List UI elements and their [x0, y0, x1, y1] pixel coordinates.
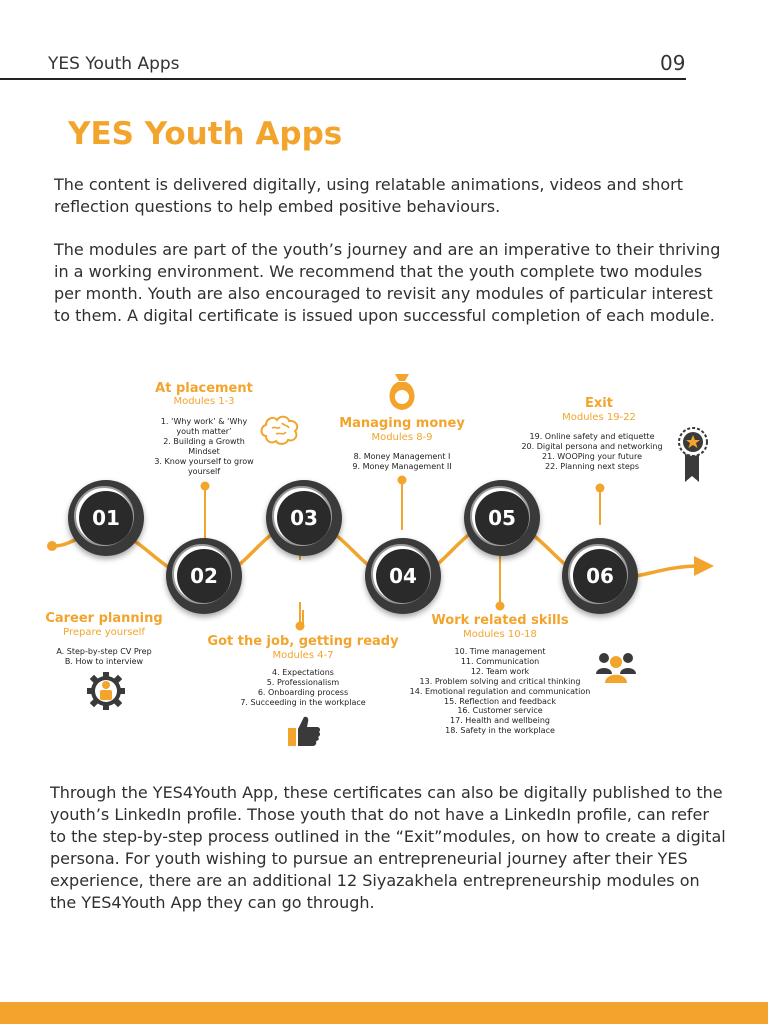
list-item: 12. Team work	[470, 666, 530, 676]
step-module-list	[410, 647, 591, 736]
list-item: 13. Problem solving and critical thinking	[419, 676, 581, 686]
list-item: 21. WOOPing your future	[541, 451, 642, 461]
list-item: 3. Know yourself to grow	[154, 456, 254, 466]
list-item: 8. Money Management I	[353, 452, 451, 461]
step-title-exit: Exit	[585, 396, 613, 411]
list-item: 15. Reflection and feedback	[444, 696, 556, 706]
step-circle-05	[464, 480, 540, 556]
list-item: 5. Professionalism	[266, 677, 340, 687]
list-item: yourself	[187, 466, 221, 476]
step-module-list	[352, 452, 451, 472]
step-number: 05	[488, 506, 516, 530]
step-title-career-planning: Career planning	[45, 611, 163, 626]
brain-icon	[258, 414, 302, 448]
list-item: 16. Customer service	[457, 706, 543, 716]
list-item: 2. Building a Growth	[163, 436, 245, 446]
step-number: 02	[190, 564, 218, 588]
list-item: B. How to interview	[64, 656, 144, 666]
list-item: 7. Succeeding in the workplace	[240, 697, 366, 707]
footer-accent-bar	[0, 1002, 768, 1024]
list-item: 14. Emotional regulation and communication	[409, 686, 591, 696]
team-icon	[594, 648, 638, 684]
step-subtitle: Modules 8-9	[371, 432, 433, 443]
step-number: 06	[586, 564, 614, 588]
step-subtitle: Modules 4-7	[272, 650, 334, 661]
step-module-list	[240, 668, 365, 708]
step-circle-04	[365, 538, 441, 614]
page-title: YES Youth Apps	[68, 116, 343, 152]
modules-paragraph: The modules are part of the youth’s journey and are an imperative to their thriving in a working environment. We recommend that the youth complete two modules per month. Youth are also encouraged to revisit any modules of particular interest to them. A digital certificate is issued upon successful completion of each module.	[54, 240, 721, 325]
closing-paragraph: Through the YES4Youth App, these certificates can also be digitally published to the youth’s LinkedIn profile. Those youth that do not have a LinkedIn profile, can refer to the step-by-step process outlined in the “Exit”modules, on how to create a digital persona. For youth wishing to pursue an entrepreneurial journey after their YES experience, there are an additional 12 Siyazakhela entrepreneurship modules on the YES4Youth App they can go through.	[50, 783, 726, 912]
step-subtitle: Modules 19-22	[562, 412, 636, 423]
step-module-list	[521, 432, 662, 472]
money-bag-icon	[383, 370, 421, 412]
list-item: youth matter’	[176, 426, 232, 436]
step-circle-02	[166, 538, 242, 614]
header-divider	[0, 78, 686, 80]
connector-dot	[596, 484, 605, 493]
award-ribbon-icon	[675, 426, 711, 484]
list-item: 1. ‘Why work’ & ‘Why	[160, 417, 248, 426]
page-number: 09	[660, 51, 686, 75]
step-number: 03	[290, 506, 318, 530]
list-item: 17. Health and wellbeing	[450, 716, 550, 726]
step-module-list	[56, 647, 151, 667]
connector-dot	[398, 476, 407, 485]
step-title-managing-money: Managing money	[339, 416, 465, 431]
step-subtitle: Prepare yourself	[63, 627, 145, 638]
step-circle-03	[266, 480, 342, 556]
step-module-list	[154, 417, 253, 476]
step-number: 01	[92, 506, 120, 530]
step-number: 04	[389, 564, 417, 588]
list-item: 6. Onboarding process	[257, 687, 349, 697]
step-subtitle: Modules 10-18	[463, 629, 537, 640]
step-title-work-related-skills: Work related skills	[431, 613, 569, 628]
step-title-at-placement: At placement	[155, 381, 253, 396]
gear-person-icon	[86, 671, 126, 711]
timeline-infographic	[0, 360, 768, 760]
list-item: 11. Communication	[460, 656, 540, 666]
step-subtitle: Modules 1-3	[173, 396, 235, 407]
list-item: 20. Digital persona and networking	[521, 441, 663, 451]
running-header: YES Youth Apps	[48, 54, 180, 74]
step-circle-06	[562, 538, 638, 614]
list-item: 18. Safety in the workplace	[445, 726, 555, 736]
step-title-got-the-job: Got the job, getting ready	[207, 634, 399, 649]
intro-paragraph: The content is delivered digitally, using relatable animations, videos and short reflection questions to help embed positive behaviours.	[54, 175, 683, 216]
list-item: Mindset	[188, 446, 220, 456]
list-item: A. Step-by-step CV Prep	[56, 647, 152, 656]
list-item: 9. Money Management II	[352, 461, 452, 471]
connector-dot	[496, 602, 505, 611]
thumbs-up-icon	[286, 713, 322, 749]
connector-dot	[296, 622, 305, 631]
step-circle-01	[68, 480, 144, 556]
connector-dot	[201, 482, 210, 491]
list-item: 19. Online safety and etiquette	[529, 432, 655, 441]
list-item: 10. Time management	[454, 647, 546, 656]
list-item: 4. Expectations	[272, 668, 334, 677]
list-item: 22. Planning next steps	[544, 461, 640, 471]
